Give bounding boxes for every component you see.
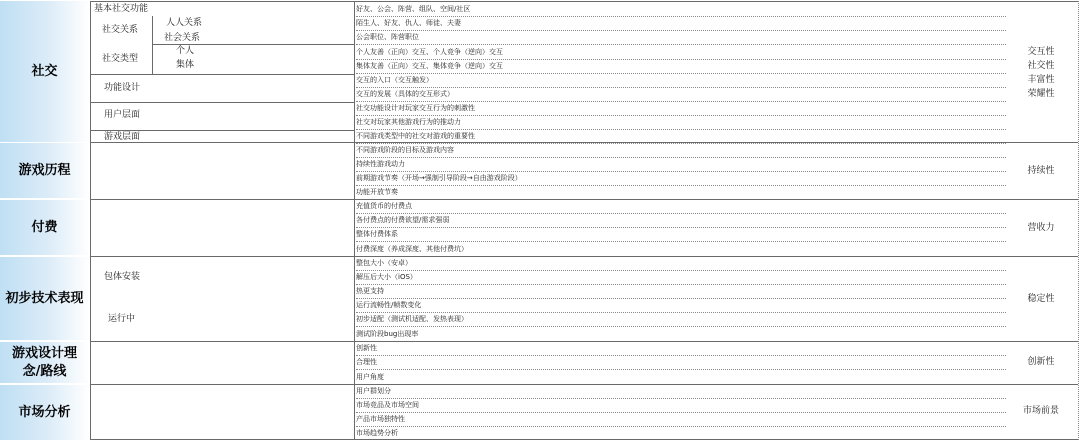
keyword-richness: 丰富性 (1027, 75, 1055, 85)
section-line (90, 142, 1078, 143)
section-line (90, 384, 1078, 385)
row-line (356, 369, 1006, 370)
label-package-install: 包体安装 (104, 272, 141, 282)
category-payment-label: 付费 (31, 219, 58, 235)
detail-row: 社交对玩家其他游戏行为的推动力 (356, 118, 461, 126)
label-people-relation: 人人关系 (166, 18, 203, 28)
row-line (356, 115, 1006, 116)
detail-row: 付费深度（养成深度、其他付费坑） (356, 245, 468, 253)
label-society-relation: 社会关系 (164, 33, 201, 43)
label-social-type: 社交类型 (102, 54, 139, 64)
label-group: 集体 (176, 60, 195, 70)
detail-row: 前期游戏节奏（开场→强制引导阶段→自由游戏阶段） (356, 174, 522, 182)
top-border (90, 1, 1078, 2)
detail-row: 交互的发展（具体的交互形式） (356, 90, 454, 98)
keyword-sociality: 社交性 (1027, 61, 1055, 71)
detail-row: 用户角度 (356, 373, 384, 381)
row-line (356, 355, 1006, 356)
category-market (0, 385, 89, 440)
section-divider (90, 102, 354, 103)
category-game-history (0, 143, 89, 198)
row-line (356, 30, 1006, 31)
detail-row: 热更支持 (356, 287, 384, 295)
row-line (356, 398, 1006, 399)
detail-row: 创新性 (356, 344, 377, 352)
detail-row: 整体付费体系 (356, 230, 398, 238)
row-line (356, 326, 1006, 327)
detail-row: 整包大小（安卓） (356, 259, 412, 267)
bottom-border (90, 439, 1078, 440)
column-divider-1 (90, 1, 91, 440)
row-line (356, 171, 1006, 172)
row-line (356, 185, 1006, 186)
row-line (356, 312, 1006, 313)
row-line (356, 298, 1006, 299)
row-line (356, 87, 1006, 88)
label-game-level: 游戏层面 (104, 132, 141, 142)
label-basic-social-function: 基本社交功能 (94, 4, 149, 14)
label-running: 运行中 (108, 314, 136, 324)
row-line (356, 270, 1006, 271)
right-edge-line (1078, 1, 1079, 440)
detail-row: 各付费点的付费欲望/需求强弱 (356, 216, 450, 224)
detail-row: 用户群划分 (356, 387, 391, 395)
keyword-glory: 荣耀性 (1027, 89, 1055, 99)
column-divider-2 (354, 1, 355, 440)
detail-row: 个人友善（正向）交互、个人竞争（逆向）交互 (356, 48, 503, 56)
section-line (90, 341, 1078, 342)
detail-row: 公会职位、阵营职位 (356, 33, 419, 41)
detail-row: 社交功能设计对玩家交互行为的刺激性 (356, 104, 475, 112)
section-divider (90, 130, 354, 131)
row-line (356, 412, 1006, 413)
detail-row: 合理性 (356, 358, 377, 366)
row-line (356, 59, 1006, 60)
label-function-design: 功能设计 (104, 83, 141, 93)
row-line (356, 227, 1006, 228)
category-design-label: 游戏设计理念/路线 (11, 345, 77, 379)
detail-row: 陌生人、好友、仇人、师徒、夫妻 (356, 19, 461, 27)
category-game-history-label: 游戏历程 (18, 162, 71, 178)
row-line (356, 143, 1006, 144)
row-line (356, 73, 1006, 74)
category-social-label: 社交 (31, 63, 58, 79)
section-divider (152, 44, 354, 45)
detail-row: 测试阶段bug出现率 (356, 330, 419, 338)
section-divider (90, 74, 354, 75)
row-line (356, 426, 1006, 427)
detail-row: 集体友善（正向）交互、集体竞争（逆向）交互 (356, 62, 503, 70)
keyword-interactivity: 交互性 (1027, 47, 1055, 57)
detail-row: 好友、公会、阵营、组队、空间/社区 (356, 5, 471, 13)
keyword-stability: 稳定性 (1027, 294, 1055, 304)
social-subdivider (152, 16, 153, 74)
detail-row: 初步适配（测试机适配、发热表现） (356, 315, 468, 323)
keyword-revenue: 营收力 (1027, 223, 1055, 233)
row-line (356, 241, 1006, 242)
row-line (356, 101, 1006, 102)
keyword-innovation: 创新性 (1027, 357, 1055, 367)
label-social-relation: 社交关系 (102, 25, 139, 35)
detail-row: 充值货币的付费点 (356, 202, 412, 210)
category-tech-label: 初步技术表现 (5, 290, 84, 306)
detail-row: 交互的入口（交互触发） (356, 76, 433, 84)
keyword-market-prospect: 市场前景 (1022, 406, 1059, 416)
section-line (90, 199, 1078, 200)
detail-row: 市场趋势分析 (356, 429, 398, 437)
detail-row: 解压后大小（iOS） (356, 273, 417, 281)
detail-row: 市场竞品及市场空间 (356, 401, 419, 409)
detail-row: 持续性游戏动力 (356, 160, 405, 168)
label-individual: 个人 (176, 46, 195, 56)
row-line (356, 129, 1006, 130)
detail-row: 功能开放节奏 (356, 188, 398, 196)
section-line (90, 256, 1078, 257)
category-social (0, 1, 89, 142)
detail-row: 不同游戏类型中的社交对游戏的重要性 (356, 132, 475, 140)
category-market-label: 市场分析 (18, 404, 71, 420)
keyword-sustainability: 持续性 (1027, 166, 1055, 176)
detail-row: 产品市场独特性 (356, 415, 405, 423)
category-tech (0, 257, 89, 340)
label-user-level: 用户层面 (104, 110, 141, 120)
detail-row: 运行流畅性/帧数变化 (356, 301, 422, 309)
detail-row: 不同游戏阶段的目标及游戏内容 (356, 146, 454, 154)
row-line (356, 157, 1006, 158)
row-line (356, 213, 1006, 214)
row-line (356, 16, 1006, 17)
category-design (0, 342, 89, 383)
category-payment (0, 200, 89, 255)
row-line (356, 284, 1006, 285)
row-line (356, 44, 1006, 45)
